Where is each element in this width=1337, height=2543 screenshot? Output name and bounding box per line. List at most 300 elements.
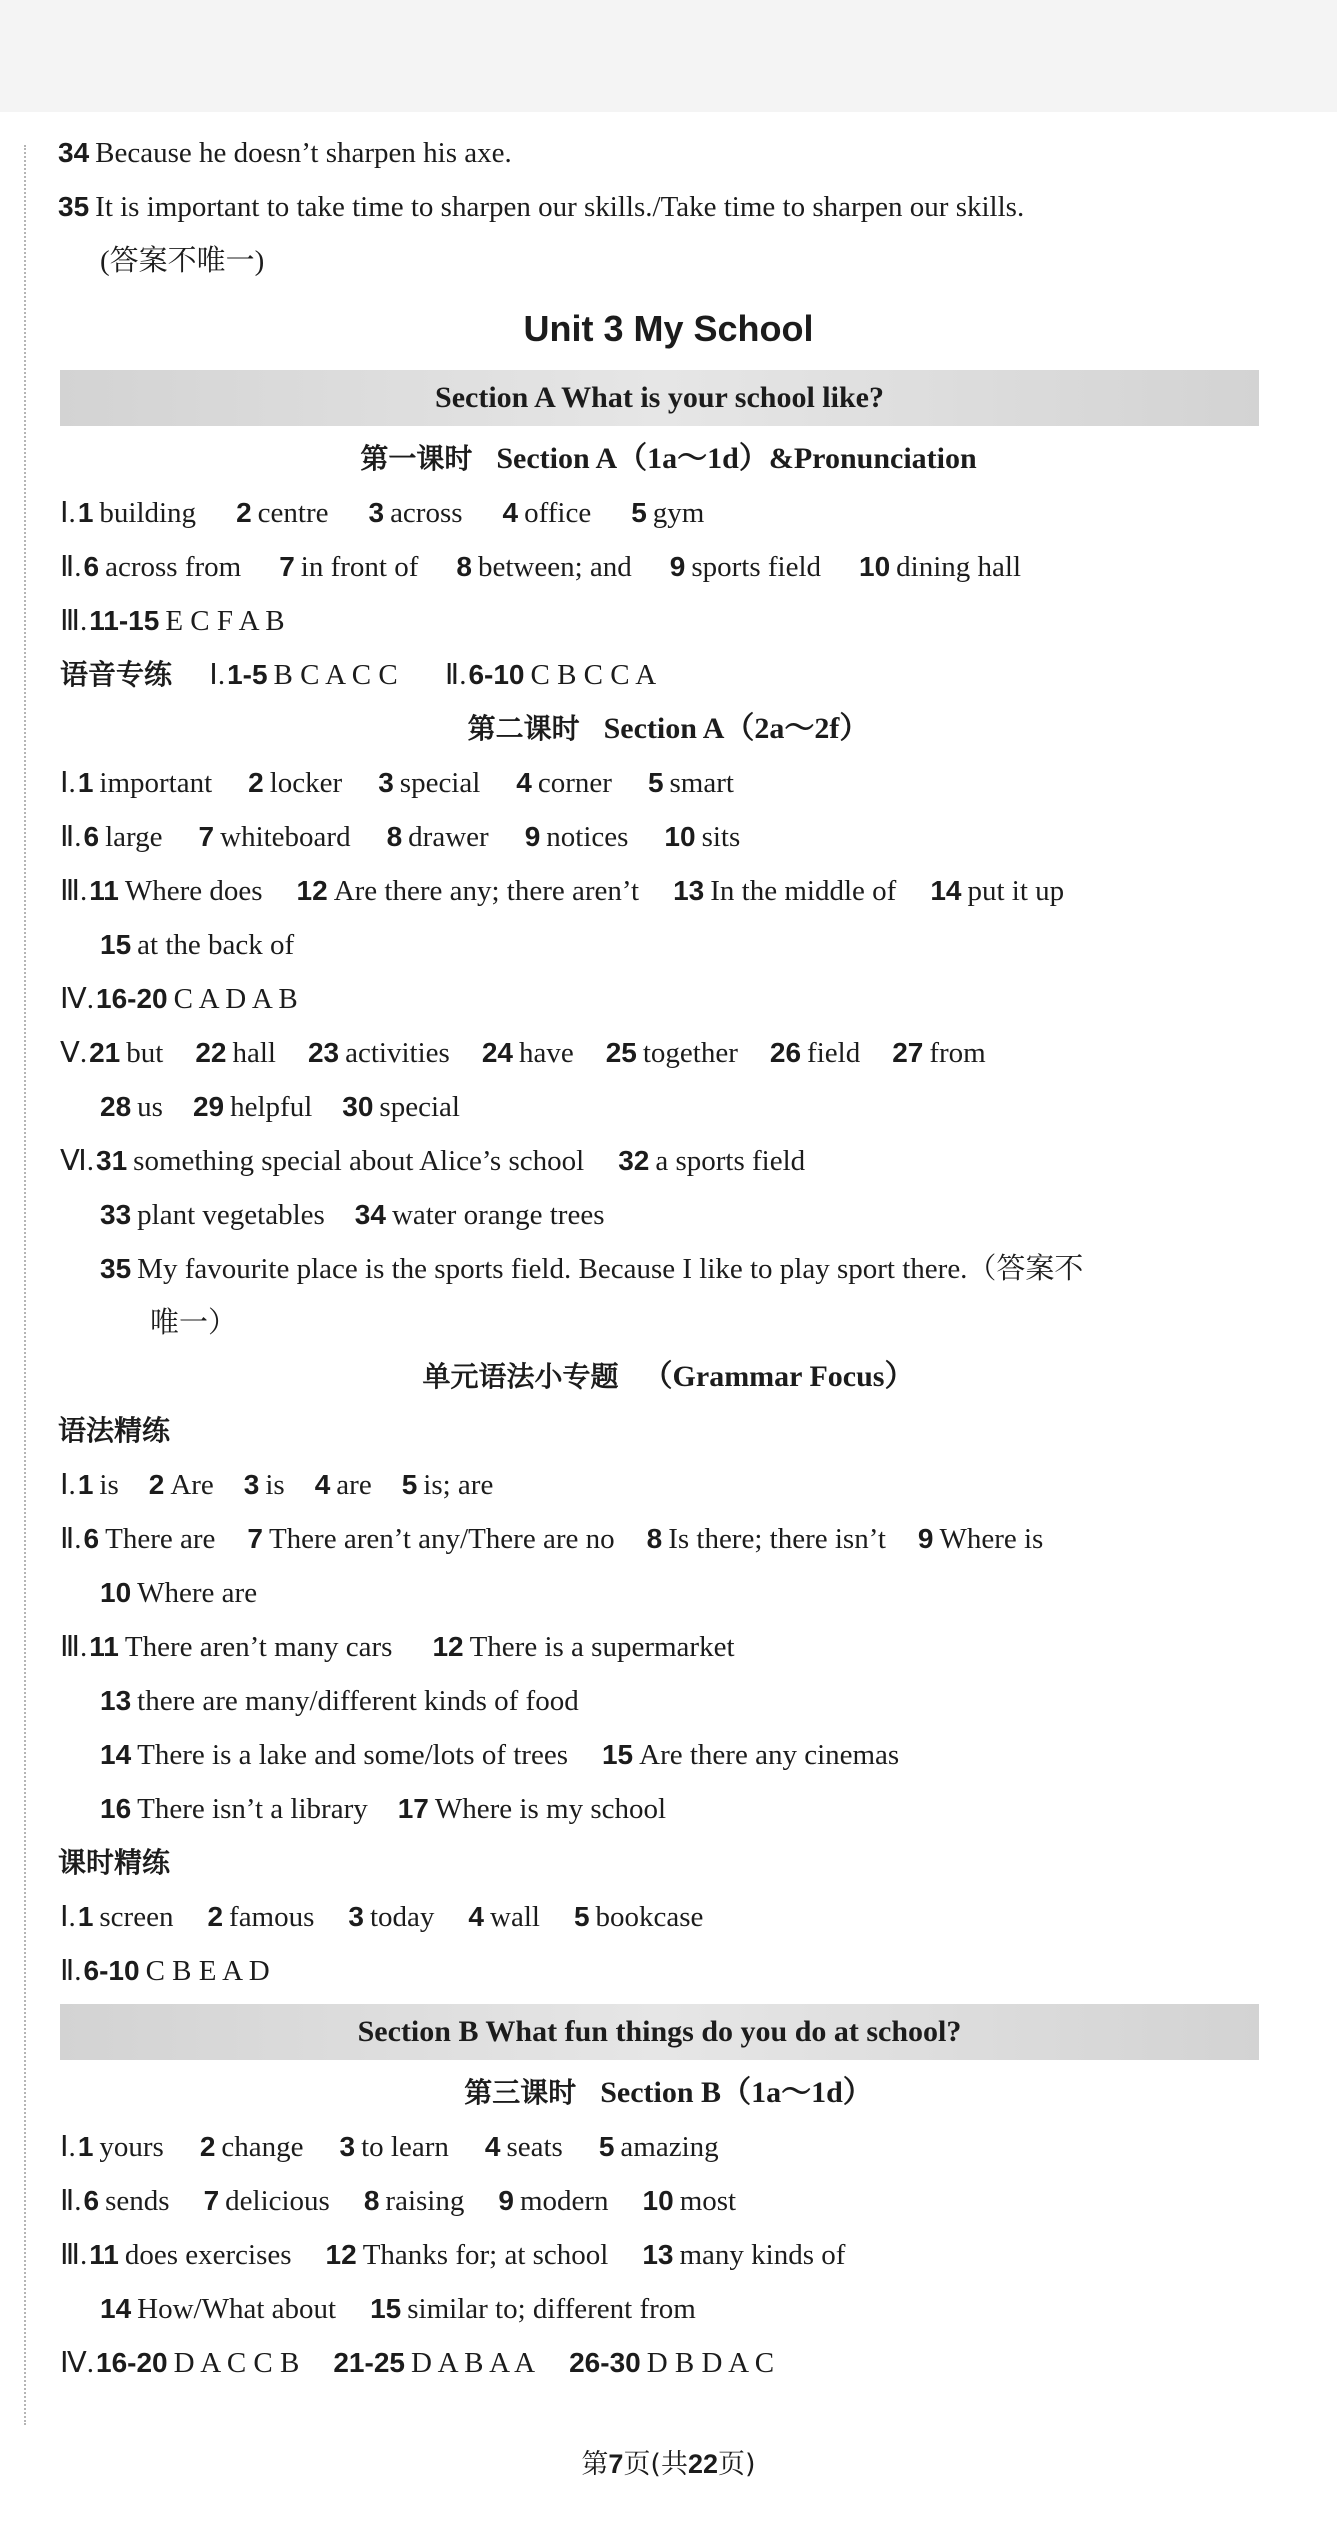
- answer-item: [204, 2174, 330, 2228]
- q-number: 7: [279, 551, 295, 582]
- q-number: 9: [498, 2185, 514, 2216]
- choice-answers: D A B A A: [410, 2347, 536, 2379]
- q-number: 14: [930, 875, 962, 906]
- l3-part-3-cont: [0, 2282, 1337, 2336]
- q-number: 32: [618, 1145, 650, 1176]
- roman-numeral: Ⅳ.: [60, 983, 95, 1015]
- answer-text: activities: [345, 1037, 450, 1069]
- q-number: 7: [247, 1523, 263, 1554]
- answer-text: wall: [490, 1901, 540, 1933]
- q-number: 1: [77, 767, 94, 798]
- answer-item: [100, 1728, 568, 1782]
- section-a-header: Section A What is your school like?: [60, 370, 1259, 426]
- answer-text: hall: [232, 1037, 276, 1069]
- q-number: 29: [192, 1091, 225, 1122]
- answer-text: is; are: [423, 1469, 494, 1501]
- answer-item: [631, 486, 704, 540]
- q-number: 8: [363, 2185, 380, 2216]
- answer-text: across: [390, 497, 463, 529]
- answer-item: [432, 1620, 734, 1674]
- answer-item: [892, 1026, 986, 1080]
- answer-item: [503, 486, 592, 540]
- l2-part-6-cont: [0, 1188, 1337, 1242]
- lesson-en: Section A（1a～1d）&Pronunciation: [496, 442, 977, 475]
- answer-text: In the middle of: [710, 875, 897, 907]
- answer-text: 唯一）: [150, 1307, 238, 1339]
- answer-item: [348, 1890, 434, 1944]
- footer-mid: 页(共: [623, 2449, 688, 2480]
- q-number: 28: [100, 1091, 132, 1122]
- q-number: 24: [481, 1037, 513, 1068]
- grammar-drill-label: [0, 1404, 1337, 1458]
- q-number: 10: [664, 821, 696, 852]
- q-number: 26: [769, 1037, 802, 1068]
- l3-part-4: [0, 2336, 1337, 2390]
- answer-item: [468, 1890, 540, 1944]
- l2-answer-35-cont: [0, 1296, 1337, 1350]
- answer-text: amazing: [620, 2131, 719, 2163]
- answer-item: [664, 810, 740, 864]
- answer-text: dining hall: [896, 551, 1022, 583]
- q-range: 1-5: [227, 659, 268, 690]
- answer-item: [618, 1134, 805, 1188]
- roman-numeral: Ⅳ.: [60, 2347, 95, 2379]
- q-range: 11-15: [89, 605, 160, 636]
- answer-text: It is important to take time to sharpen our skills./Take time to sharpen our skills.: [95, 191, 1025, 223]
- answer-item: [642, 2228, 845, 2282]
- note-text: (答案不唯一): [100, 245, 265, 277]
- answer-text: Thanks for; at school: [362, 2239, 609, 2271]
- roman-numeral: Ⅱ.: [60, 551, 82, 583]
- answer-text: Where is: [939, 1523, 1044, 1555]
- q-number: 27: [892, 1037, 924, 1068]
- g-part-4: [0, 1890, 1337, 1944]
- roman-numeral: Ⅰ.: [60, 1469, 76, 1501]
- q-number: 35: [58, 191, 90, 222]
- l2-part-5: [0, 1026, 1337, 1080]
- answer-item: [387, 810, 489, 864]
- answer-item: [673, 864, 896, 918]
- answer-text: modern: [519, 2185, 609, 2217]
- answer-item: [368, 486, 462, 540]
- l2-answer-35: [0, 1242, 1337, 1296]
- answer-text: How/What about: [137, 2293, 337, 2325]
- q-number: 7: [203, 2185, 220, 2216]
- g-part-3-cont2: [0, 1728, 1337, 1782]
- q-number: 4: [502, 497, 519, 528]
- l2-part-2: [0, 810, 1337, 864]
- roman-numeral: Ⅰ.: [209, 659, 226, 691]
- answer-group: [333, 2336, 535, 2390]
- answer-item: [647, 1512, 886, 1566]
- page-number: 7: [608, 2449, 624, 2479]
- answer-item: [643, 2174, 737, 2228]
- drill-label: 课时精练: [58, 1846, 171, 1879]
- answer-item: [78, 486, 196, 540]
- answer-item: [918, 1512, 1043, 1566]
- answer-text: us: [137, 1091, 163, 1123]
- answer-text: similar to; different from: [407, 2293, 696, 2325]
- footer-pre: 第: [581, 2449, 609, 2480]
- q-number: 11: [89, 875, 119, 906]
- answer-item: [78, 1890, 174, 1944]
- answer-text: My favourite place is the sports field. Because I like to play sport there.（答案不: [137, 1253, 1084, 1285]
- q-number: 4: [484, 2131, 501, 2162]
- answer-text: There is a lake and some/lots of trees: [137, 1739, 568, 1771]
- answer-text: There aren’t many cars: [124, 1631, 393, 1663]
- q-number: 1: [77, 497, 94, 528]
- q-number: 33: [100, 1199, 132, 1230]
- answer-item: [670, 540, 821, 594]
- answer-text: large: [105, 821, 163, 853]
- answer-text: sports field: [691, 551, 822, 583]
- answer-text: plant vegetables: [137, 1199, 325, 1231]
- answer-item: [96, 1134, 584, 1188]
- section-b-header: Section B What fun things do you do at school?: [60, 2004, 1259, 2060]
- q-number: 21: [89, 1037, 121, 1068]
- q-number: 16: [100, 1793, 132, 1824]
- answer-item: [340, 2120, 449, 2174]
- q-number: 9: [524, 821, 541, 852]
- g-part-3: [0, 1620, 1337, 1674]
- answer-item: [378, 756, 480, 810]
- lesson-en: Section A（2a～2f）: [603, 712, 870, 745]
- answer-text: there are many/different kinds of food: [137, 1685, 579, 1717]
- roman-numeral: Ⅱ.: [60, 1523, 82, 1555]
- answer-item: [199, 810, 351, 864]
- q-number: 15: [601, 1739, 634, 1770]
- answer-text: to learn: [361, 2131, 449, 2163]
- answer-item: [100, 1782, 368, 1836]
- answer-text: water orange trees: [391, 1199, 605, 1231]
- q-number: 13: [100, 1685, 132, 1716]
- answer-text: office: [524, 497, 592, 529]
- q-number: 2: [207, 1901, 224, 1932]
- q-number: 30: [342, 1091, 374, 1122]
- answer-text: delicious: [225, 2185, 330, 2217]
- answer-item: [315, 1458, 372, 1512]
- q-number: 1: [77, 2131, 94, 2162]
- answer-text: but: [126, 1037, 164, 1069]
- answer-text: Where is my school: [434, 1793, 667, 1825]
- lesson-cn: 第一课时: [360, 442, 473, 475]
- answer-text: Are there any; there aren’t: [333, 875, 640, 907]
- q-number: 22: [195, 1037, 227, 1068]
- answer-text: have: [518, 1037, 574, 1069]
- answer-text: special: [399, 767, 481, 799]
- answer-text: seats: [506, 2131, 563, 2163]
- roman-numeral: Ⅲ.: [60, 2239, 88, 2271]
- answer-text: most: [679, 2185, 737, 2217]
- l2-part-5-cont: [0, 1080, 1337, 1134]
- l2-part-3-cont: [0, 918, 1337, 972]
- answer-text: Are there any cinemas: [639, 1739, 900, 1771]
- roman-numeral: Ⅵ.: [60, 1145, 94, 1177]
- answer-item: [100, 1080, 163, 1134]
- q-number: 2: [199, 2131, 216, 2162]
- q-number: 5: [573, 1901, 590, 1932]
- q-number: 5: [647, 767, 664, 798]
- answer-text: a sports field: [655, 1145, 806, 1177]
- answer-item: [930, 864, 1064, 918]
- answer-text: screen: [99, 1901, 174, 1933]
- answer-text: does exercises: [124, 2239, 292, 2271]
- roman-numeral: Ⅱ.: [444, 659, 467, 691]
- q-number: 3: [348, 1901, 364, 1932]
- q-number: 4: [468, 1901, 484, 1932]
- top-margin-band: [0, 0, 1337, 112]
- q-number: 35: [100, 1253, 132, 1284]
- answer-item: [248, 756, 342, 810]
- choice-answers: D B D A C: [646, 2347, 775, 2379]
- answer-text: something special about Alice’s school: [133, 1145, 585, 1177]
- answer-item: [485, 2120, 563, 2174]
- answer-text: yours: [99, 2131, 164, 2163]
- q-number: 6: [83, 1523, 100, 1554]
- answer-item: [89, 2228, 291, 2282]
- answer-text: in front of: [300, 551, 419, 583]
- roman-numeral: Ⅱ.: [60, 2185, 82, 2217]
- answer-item: [247, 1512, 614, 1566]
- q-number: 12: [325, 2239, 357, 2270]
- answer-text: There are: [105, 1523, 216, 1555]
- q-number: 10: [100, 1577, 132, 1608]
- answer-34: [0, 126, 1337, 180]
- q-number: 14: [100, 1739, 132, 1770]
- answer-text: corner: [537, 767, 612, 799]
- answer-text: There aren’t any/There are no: [268, 1523, 615, 1555]
- answer-page: [0, 126, 1337, 2390]
- q-number: 23: [307, 1037, 340, 1068]
- answer-text: special: [379, 1091, 460, 1123]
- answer-text: from: [929, 1037, 986, 1069]
- answer-item: [84, 1512, 216, 1566]
- l3-part-2: [0, 2174, 1337, 2228]
- lesson-3-title: [0, 2066, 1337, 2120]
- q-number: 12: [296, 875, 328, 906]
- q-number: 17: [397, 1793, 429, 1824]
- q-number: 3: [243, 1469, 260, 1500]
- answer-item: [355, 1188, 605, 1242]
- answer-item: [78, 1458, 119, 1512]
- roman-numeral: Ⅲ.: [60, 875, 88, 907]
- answer-35-note: [0, 234, 1337, 288]
- q-number: 11: [89, 2239, 119, 2270]
- answer-item: [516, 756, 612, 810]
- answer-item: [456, 540, 631, 594]
- answer-item: [648, 756, 734, 810]
- q-number: 8: [386, 821, 403, 852]
- answer-item: [78, 756, 212, 810]
- answer-item: [525, 810, 629, 864]
- answer-text: Where does: [124, 875, 263, 907]
- answer-text: Where are: [137, 1577, 258, 1609]
- drill-label: 语音专练: [60, 658, 173, 691]
- roman-numeral: Ⅰ.: [60, 767, 76, 799]
- footer-post: 页): [718, 2449, 756, 2480]
- answer-text: together: [642, 1037, 738, 1069]
- q-number: 13: [642, 2239, 674, 2270]
- grammar-cn: 单元语法小专题: [422, 1360, 619, 1393]
- answer-text: gym: [652, 497, 705, 529]
- answer-item: [602, 1728, 899, 1782]
- l2-part-6: [0, 1134, 1337, 1188]
- q-range: 21-25: [333, 2347, 405, 2378]
- g-part-5: [0, 1944, 1337, 1998]
- answer-text: across from: [105, 551, 242, 583]
- q-number: 13: [673, 875, 705, 906]
- answer-item: [78, 2120, 164, 2174]
- answer-item: [89, 1620, 392, 1674]
- g-part-2: [0, 1512, 1337, 1566]
- answer-group: [96, 2336, 299, 2390]
- g-part-1: [0, 1458, 1337, 1512]
- roman-numeral: Ⅲ.: [60, 605, 88, 637]
- roman-numeral: Ⅰ.: [60, 2131, 76, 2163]
- answer-text: is: [99, 1469, 119, 1501]
- choice-answers: C B E A D: [145, 1955, 270, 1987]
- answer-item: [297, 864, 640, 918]
- l1-part-3: [0, 594, 1337, 648]
- l3-part-1: [0, 2120, 1337, 2174]
- answer-item: [859, 540, 1021, 594]
- q-number: 34: [58, 137, 90, 168]
- lesson-drill-label: [0, 1836, 1337, 1890]
- roman-numeral: Ⅰ.: [60, 497, 76, 529]
- answer-text: raising: [385, 2185, 465, 2217]
- q-number: 6: [83, 2185, 100, 2216]
- q-number: 11: [89, 1631, 119, 1662]
- answer-text: sends: [105, 2185, 170, 2217]
- answer-text: put it up: [967, 875, 1065, 907]
- answer-text: notices: [546, 821, 629, 853]
- answer-item: [279, 540, 418, 594]
- answer-item: [364, 2174, 465, 2228]
- l2-part-4: [0, 972, 1337, 1026]
- answer-text: Is there; there isn’t: [668, 1523, 886, 1555]
- roman-numeral: Ⅱ.: [60, 821, 82, 853]
- q-number: 15: [370, 2293, 402, 2324]
- choice-answers: E C F A B: [165, 605, 285, 637]
- choice-answers: C A D A B: [173, 983, 298, 1015]
- answer-text: drawer: [408, 821, 489, 853]
- lesson-cn: 第三课时: [464, 2076, 577, 2109]
- q-number: 2: [236, 497, 252, 528]
- q-number: 10: [859, 551, 891, 582]
- roman-numeral: Ⅲ.: [60, 1631, 88, 1663]
- answer-item: [498, 2174, 608, 2228]
- unit-title: Unit 3 My School: [523, 308, 814, 349]
- pronunciation-drill: [0, 648, 1337, 702]
- answer-text: famous: [229, 1901, 315, 1933]
- q-number: 3: [368, 497, 385, 528]
- answer-text: whiteboard: [220, 821, 351, 853]
- lesson-en: Section B（1a～1d）: [600, 2076, 873, 2109]
- answer-item: [100, 2282, 336, 2336]
- answer-item: [574, 1890, 703, 1944]
- q-number: 14: [100, 2293, 132, 2324]
- l2-part-1: [0, 756, 1337, 810]
- answer-group: [569, 2336, 774, 2390]
- l1-part-2: [0, 540, 1337, 594]
- q-number: 5: [631, 497, 647, 528]
- q-number: 31: [96, 1145, 128, 1176]
- answer-item: [342, 1080, 460, 1134]
- q-range: 16-20: [96, 2347, 168, 2378]
- lesson-1-title: [0, 432, 1337, 486]
- q-number: 15: [100, 929, 132, 960]
- answer-item: [326, 2228, 609, 2282]
- q-number: 4: [314, 1469, 331, 1500]
- choice-answers: D A C C B: [173, 2347, 300, 2379]
- answer-text: at the back of: [137, 929, 295, 961]
- answer-text: building: [99, 497, 197, 529]
- answer-text: Are: [170, 1469, 214, 1501]
- q-range: 16-20: [96, 983, 168, 1014]
- q-number: 12: [432, 1631, 464, 1662]
- q-number: 4: [516, 767, 532, 798]
- answer-item: [84, 2174, 170, 2228]
- q-number: 9: [669, 551, 686, 582]
- q-number: 9: [917, 1523, 934, 1554]
- q-number: 25: [605, 1037, 637, 1068]
- g-part-3-cont3: [0, 1782, 1337, 1836]
- answer-text: field: [807, 1037, 861, 1069]
- page-footer: [0, 2442, 1337, 2481]
- answer-item: [398, 1782, 666, 1836]
- q-number: 1: [77, 1901, 94, 1932]
- g-part-2-cont: [0, 1566, 1337, 1620]
- q-number: 5: [598, 2131, 615, 2162]
- l1-part-1: [0, 486, 1337, 540]
- answer-text: important: [99, 767, 213, 799]
- answer-text: change: [221, 2131, 304, 2163]
- l3-part-3: [0, 2228, 1337, 2282]
- answer-item: [770, 1026, 860, 1080]
- q-range: 6-10: [468, 659, 525, 690]
- q-number: 7: [198, 821, 215, 852]
- q-number: 34: [354, 1199, 386, 1230]
- q-number: 2: [248, 767, 264, 798]
- answer-item: [308, 1026, 450, 1080]
- q-number: 8: [456, 551, 472, 582]
- q-range: 26-30: [569, 2347, 641, 2378]
- answer-item: [244, 1458, 285, 1512]
- roman-numeral: Ⅱ.: [60, 1955, 82, 1987]
- choice-answers: B C A C C: [273, 659, 398, 691]
- q-number: 2: [148, 1469, 165, 1500]
- answer-text: smart: [669, 767, 734, 799]
- answer-item: [200, 2120, 304, 2174]
- answer-item: [236, 486, 328, 540]
- answer-35: [0, 180, 1337, 234]
- grammar-title: [0, 1350, 1337, 1404]
- answer-item: [89, 864, 262, 918]
- answer-item: [402, 1458, 494, 1512]
- q-number: 1: [77, 1469, 94, 1500]
- answer-text: centre: [257, 497, 329, 529]
- answer-text: between; and: [477, 551, 632, 583]
- choice-answers: C B C C A: [530, 659, 657, 691]
- answer-item: [599, 2120, 719, 2174]
- page-total: 22: [687, 2449, 719, 2479]
- answer-item: [370, 2282, 696, 2336]
- grammar-en: （Grammar Focus）: [642, 1360, 915, 1393]
- answer-text: locker: [269, 767, 343, 799]
- q-number: 8: [646, 1523, 663, 1554]
- l2-part-3: [0, 864, 1337, 918]
- lesson-2-title: [0, 702, 1337, 756]
